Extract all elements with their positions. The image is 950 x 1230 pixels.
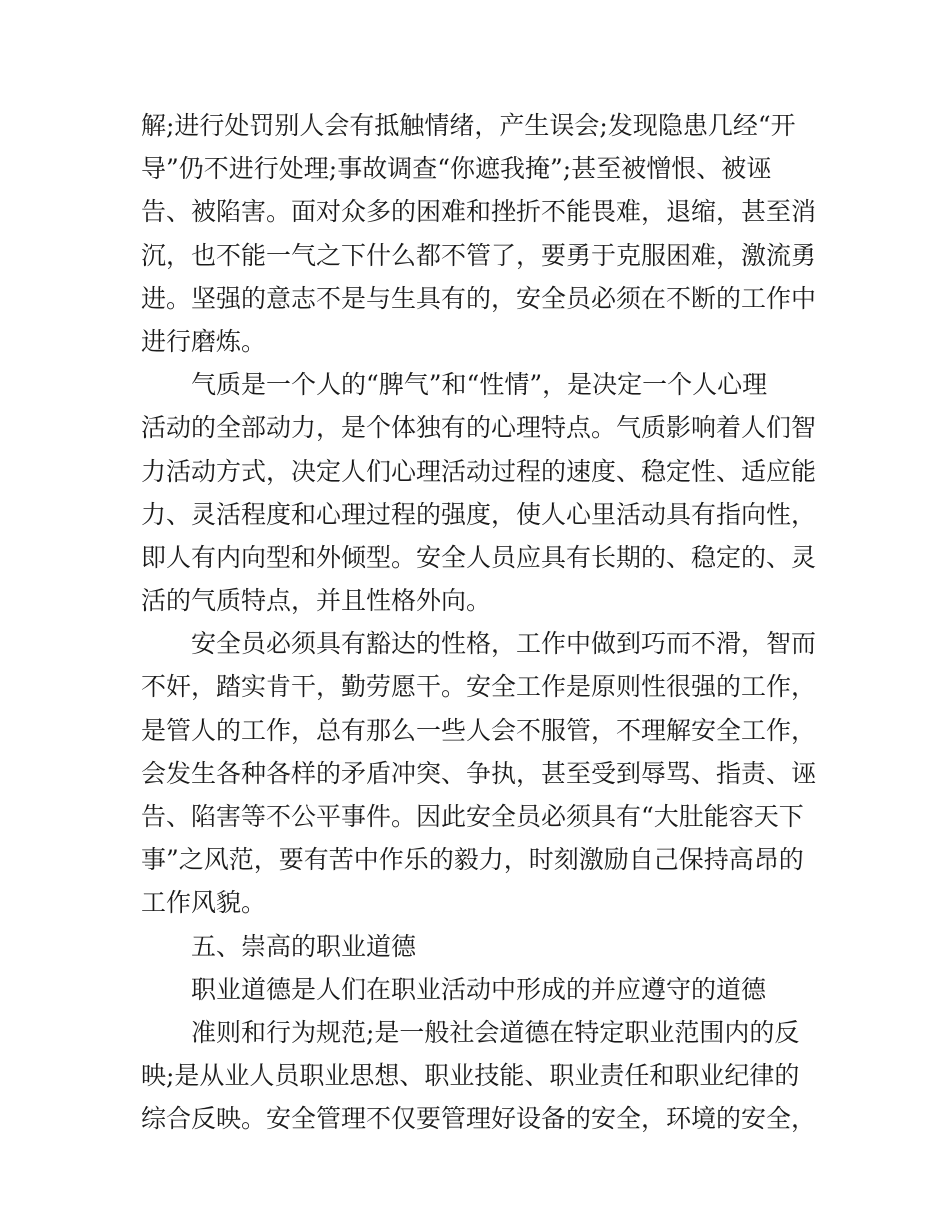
text-line: 导”仍不进行处理;事故调查“你遮我掩”;甚至被憎恨、被诬 — [141, 154, 772, 184]
paragraph-start-line: 职业道德是人们在职业活动中形成的并应遵守的道德 — [191, 974, 767, 1004]
text-line: 活的气质特点，并且性格外向。 — [141, 586, 492, 616]
text-line: 解;进行处罚别人会有抵触情绪，产生误会;发现隐患几经“开 — [141, 111, 796, 140]
text-line: 力、灵活程度和心理过程的强度，使人心里活动具有指向性， — [141, 499, 817, 529]
text-line: 是管人的工作，总有那么一些人会不服管，不理解安全工作， — [141, 715, 817, 745]
text-line: 工作风貌。 — [141, 888, 267, 918]
text-line: 即人有内向型和外倾型。安全人员应具有长期的、稳定的、灵 — [141, 542, 817, 572]
text-line: 沉，也不能一气之下什么都不管了，要勇于克服困难，激流勇 — [141, 240, 817, 270]
text-line: 进行磨炼。 — [141, 326, 267, 356]
text-line: 进。坚强的意志不是与生具有的，安全员必须在不断的工作中 — [141, 283, 817, 313]
document-body — [141, 104, 817, 1141]
paragraph-start-line: 安全员必须具有豁达的性格，工作中做到巧而不滑，智而 — [191, 629, 817, 659]
text-line: 告、陷害等不公平事件。因此安全员必须具有“大肚能容天下 — [141, 802, 804, 831]
text-line: 不奸，踏实肯干，勤劳愿干。安全工作是原则性很强的工作， — [141, 672, 817, 702]
text-line: 会发生各种各样的矛盾冲突、争执，甚至受到辱骂、指责、诬 — [141, 758, 817, 788]
text-line: 综合反映。安全管理不仅要管理好设备的安全，环境的安全， — [141, 1104, 817, 1134]
text-line: 准则和行为规范;是一般社会道德在特定职业范围内的反 — [191, 1017, 800, 1047]
section-heading: 五、崇高的职业道德 — [191, 931, 417, 961]
paragraph-start-line: 气质是一个人的“脾气”和“性情”，是决定一个人心理 — [191, 370, 768, 400]
text-line: 力活动方式，决定人们心理活动过程的速度、稳定性、适应能 — [141, 456, 817, 486]
text-line: 告、被陷害。面对众多的困难和挫折不能畏难，退缩，甚至消 — [141, 197, 817, 227]
text-line: 映;是从业人员职业思想、职业技能、职业责任和职业纪律的 — [141, 1061, 800, 1091]
text-line: 事”之风范，要有苦中作乐的毅力，时刻激励自己保持高昂的 — [141, 845, 804, 875]
text-line: 活动的全部动力，是个体独有的心理特点。气质影响着人们智 — [141, 413, 817, 443]
